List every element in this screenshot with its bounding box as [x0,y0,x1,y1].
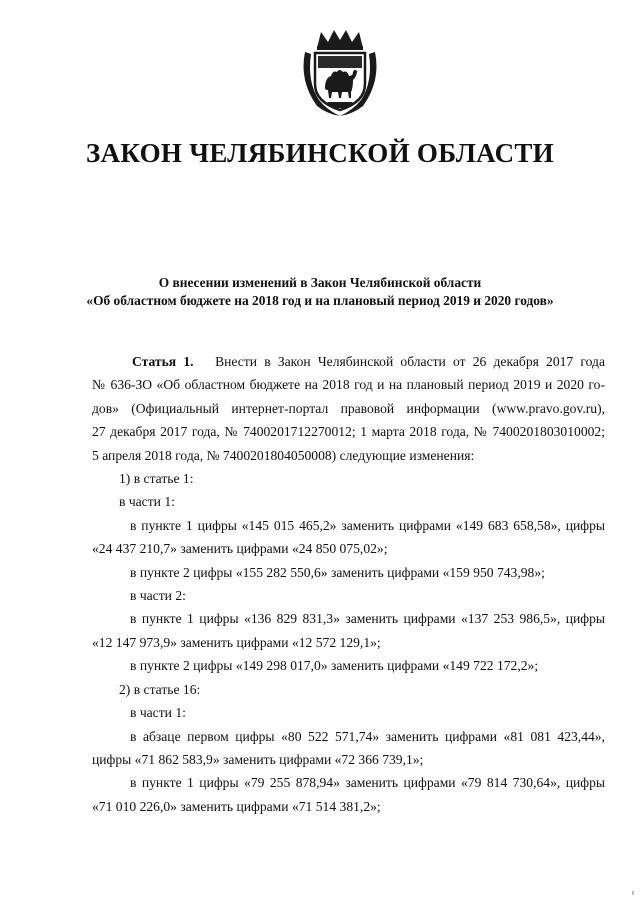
body-line-article-1 [92,350,605,373]
body-line: в части 1: [130,705,186,721]
body-line: цифры «71 862 583,9» заменить цифрами «72 366 739,1»; [92,751,424,767]
body-line: в пункте 2 цифры «155 282 550,6» заменить цифрами «159 950 743,98»; [130,564,545,580]
body-line: в абзаце первом цифры «80 522 571,74» заменить цифрами «81 081 423,44», [130,728,605,744]
body-line: 1) в статье 1: [119,471,194,487]
body-line: дов» (Официальный интернет-портал правовой информации (www.pravo.gov.ru), [92,400,605,416]
body-line: в пункте 1 цифры «136 829 831,3» заменить цифрами «137 253 986,5», цифры [130,611,605,627]
body-line: 27 декабря 2017 года, № 7400201712270012; 1 марта 2018 года, № 7400201803010002; [92,424,605,440]
law-body [92,350,605,818]
subtitle-line-2: «Об областном бюджете на 2018 год и на плановый период 2019 и 2020 годов» [86,293,554,308]
body-line: № 636-ЗО «Об областном бюджете на 2018 год и на плановый период 2019 и 2020 го- [92,377,605,393]
article-intro: Внести в Закон Челябинской области от 26 декабря 2017 года [215,354,606,369]
body-line: в пункте 1 цифры «145 015 465,2» заменить цифрами «149 683 658,58», цифры [130,517,605,533]
body-line: в части 2: [130,588,186,604]
body-line: «24 437 210,7» заменить цифрами «24 850 075,02»; [92,541,388,557]
coat-of-arms-emblem [297,26,383,118]
article-label: Статья 1. [132,354,194,369]
body-line: «71 010 226,0» заменить цифрами «71 514 381,2»; [92,798,381,814]
subtitle-line-1: О внесении изменений в Закон Челябинской области [158,275,482,290]
law-title: ЗАКОН ЧЕЛЯБИНСКОЙ ОБЛАСТИ [86,138,554,168]
body-line: в пункте 2 цифры «149 298 017,0» заменить цифрами «149 722 172,2»; [130,658,539,674]
law-subtitle [40,274,600,310]
body-line: 2) в статье 16: [119,681,201,697]
body-line: в части 1: [119,494,175,510]
body-line: 5 апреля 2018 года, № 7400201804050008) следующие изменения: [92,447,475,463]
scan-mark [632,891,634,895]
body-line: «12 147 973,9» заменить цифрами «12 572 129,1»; [92,634,381,650]
body-line: в пункте 1 цифры «79 255 878,94» заменить цифрами «79 814 730,64», цифры [130,775,605,791]
